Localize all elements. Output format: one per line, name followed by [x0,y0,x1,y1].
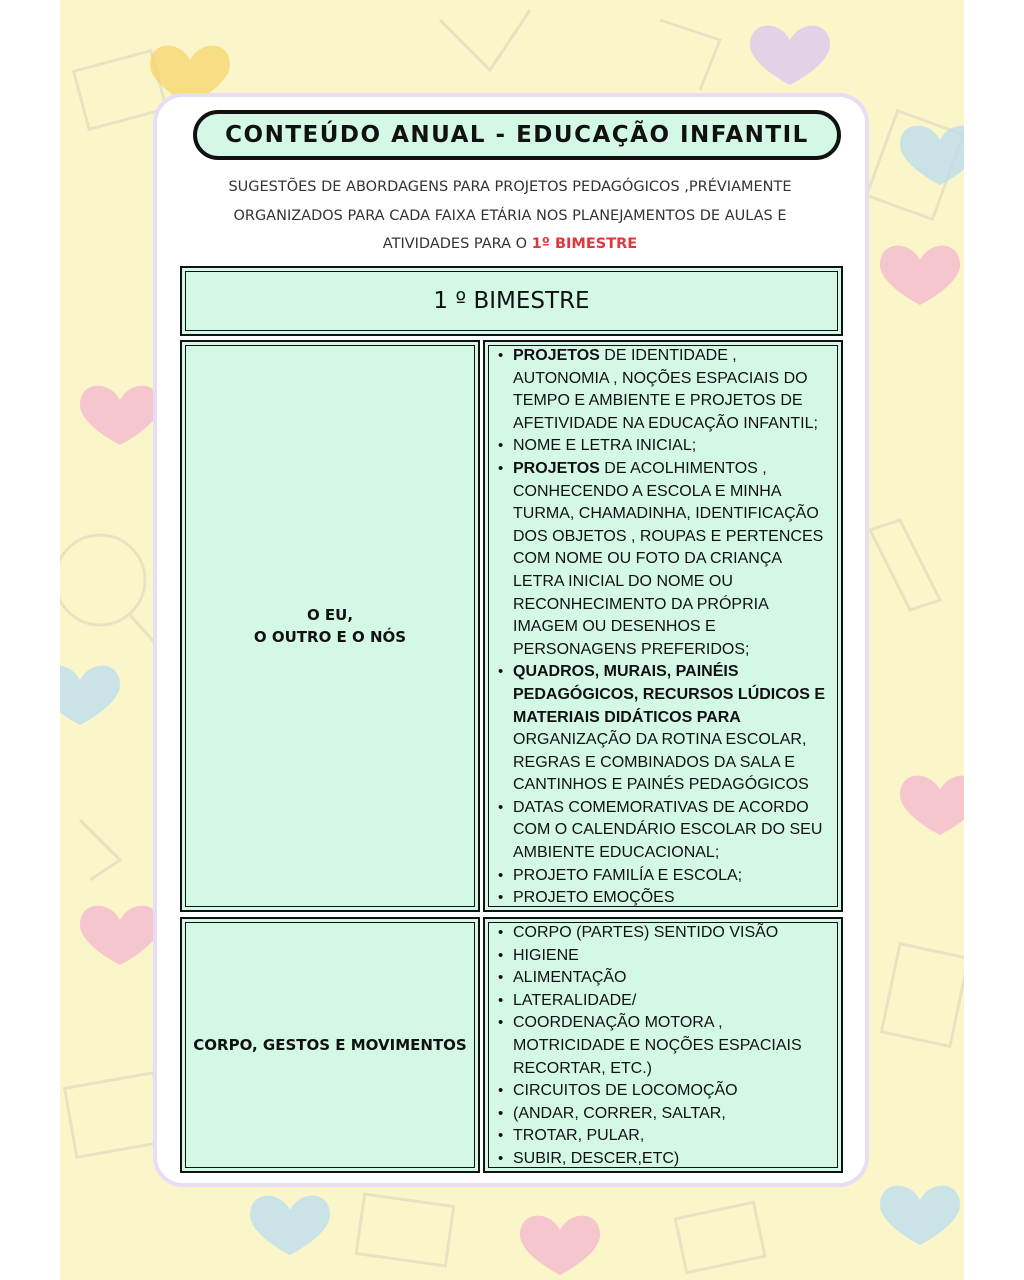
subtitle-highlight: 1º BIMESTRE [531,236,638,252]
heart-doodle [900,776,964,835]
list-item: • ALIMENTAÇÃO [513,967,835,990]
page-title: CONTEÚDO ANUAL - EDUCAÇÃO INFANTIL [193,110,841,160]
magnifier-doodle [60,535,145,625]
heart-doodle [750,26,830,85]
heart-doodle [880,246,960,305]
content-list [513,922,835,1171]
bimester-header [180,266,843,336]
list-item: • SUBIR, DESCER,ETC) [513,1148,835,1171]
bimester-header-label: 1 º BIMESTRE [433,288,590,314]
list-item: • QUADROS, MURAIS, PAINÉIS PEDAGÓGICOS, RECURSOS LÚDICOS E MATERIAIS DIDÁTICOS PARA ORGANIZAÇÃO DA ROTINA ESCOLAR, REGRAS E COMBINADOS DA SALA E CANTINHOS E PAINÉS PEDAGÓGICOS [513,661,835,797]
content-cell [483,917,843,1173]
list-item: • PROJETOS DE ACOLHIMENTOS , CONHECENDO A ESCOLA E MINHA TURMA, CHAMADINHA, IDENTIFICAÇÃO DOS OBJETOS , ROUPAS E PERTENCES COM NOME OU FOTO DA CRIANÇA LETRA INICIAL DO NOME OU RECONHECIMENTO DA PRÓPRIA IMAGEM OU DESENHOS E PERSONAGENS PREFERIDOS; [513,458,835,661]
category-cell [180,917,480,1173]
subtitle-line-3 [190,230,830,259]
heart-doodle [900,126,964,185]
heart-doodle [880,1186,960,1245]
list-item: • (ANDAR, CORRER, SALTAR, [513,1103,835,1126]
list-item: • PROJETO FAMILÍA E ESCOLA; [513,865,835,888]
book-doodle [65,1073,166,1158]
category-label: CORPO, GESTOS E MOVIMENTOS [193,1036,467,1054]
content-cell [483,340,843,912]
list-item: • CIRCUITOS DE LOCOMOÇÃO [513,1080,835,1103]
heart-doodle [80,386,160,445]
heart-doodle [520,1216,600,1275]
heart-doodle [60,666,120,725]
list-item: • PROJETO EMOÇÕES [513,887,835,910]
list-item: • DATAS COMEMORATIVAS DE ACORDO COM O CALENDÁRIO ESCOLAR DO SEU AMBIENTE EDUCACIONAL; [513,797,835,865]
book-doodle [881,944,964,1047]
list-item: • COORDENAÇÃO MOTORA , MOTRICIDADE E NOÇÕES ESPACIAIS RECORTAR, ETC.) [513,1012,835,1080]
list-item: • LATERALIDADE/ [513,990,835,1013]
subtitle-line-3-prefix: ATIVIDADES PARA O [382,236,532,252]
heart-doodle [250,1196,330,1255]
list-item: • PROJETOS DE IDENTIDADE , AUTONOMIA , NOÇÕES ESPACIAIS DO TEMPO E AMBIENTE E PROJETOS DE AFETIVIDADE NA EDUCAÇÃO INFANTIL; [513,345,835,435]
subtitle-line-2: ORGANIZADOS PARA CADA FAIXA ETÁRIA NOS PLANEJAMENTOS DE AULAS E [233,207,787,224]
list-item: • CORPO (PARTES) SENTIDO VISÃO [513,922,835,945]
content-list [513,345,835,910]
category-label: O EU, O OUTRO E O NÓS [253,606,407,646]
list-item: • NOME E LETRA INICIAL; [513,435,835,458]
list-item: • TROTAR, PULAR, [513,1125,835,1148]
heart-doodle [80,906,160,965]
subtitle [190,173,830,259]
subtitle-line-1: SUGESTÕES DE ABORDAGENS PARA PROJETOS PEDAGÓGICOS ,PRÉVIAMENTE [228,179,792,195]
category-cell [180,340,480,912]
list-item: • HIGIENE [513,945,835,968]
